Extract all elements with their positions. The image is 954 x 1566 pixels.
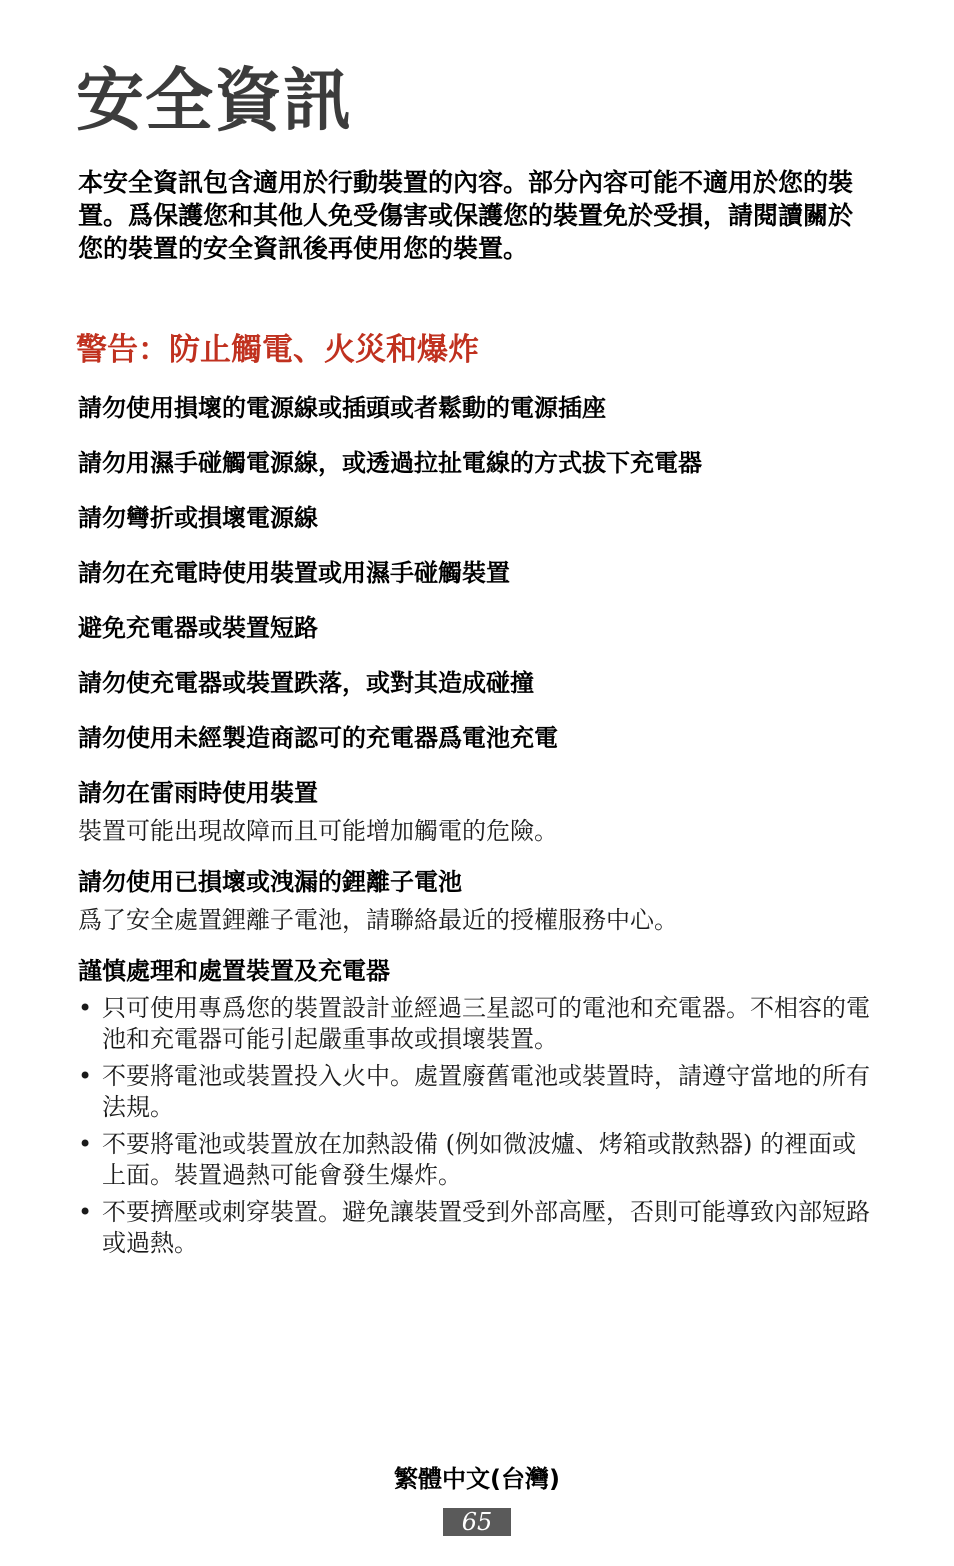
bullet-symbol: • [78, 994, 93, 1022]
list-item-text: 不要將電池或裝置放在加熱設備 (例如微波爐、烤箱或散熱器) 的裡面或上面。裝置過熱可能會發生爆炸。 [102, 1130, 856, 1189]
list-item-text: 不要將電池或裝置投入火中。處置廢舊電池或裝置時，請遵守當地的所有法規。 [102, 1062, 870, 1121]
item-heading-short-circuit: 避免充電器或裝置短路 [78, 614, 318, 642]
item-desc-thunderstorm: 裝置可能出現故障而且可能增加觸電的危險。 [78, 817, 558, 845]
bullet-list [78, 993, 876, 1259]
list-item-text: 不要擠壓或刺穿裝置。避免讓裝置受到外部高壓，否則可能導致內部短路或過熱。 [102, 1198, 870, 1257]
item-heading-charging-use: 請勿在充電時使用裝置或用濕手碰觸裝置 [78, 559, 510, 587]
bullet-symbol: • [78, 1130, 93, 1158]
warning-heading: 警告：防止觸電、火災和爆炸 [76, 332, 479, 368]
item-heading-wet-hands-cord: 請勿用濕手碰觸電源線，或透過拉扯電線的方式拔下充電器 [78, 449, 702, 477]
item-desc-leaking-battery: 爲了安全處置鋰離子電池，請聯絡最近的授權服務中心。 [78, 906, 678, 934]
page-title: 安全資訊 [76, 62, 353, 141]
item-heading-leaking-battery: 請勿使用已損壞或洩漏的鋰離子電池 [78, 868, 462, 896]
list-item [78, 1197, 876, 1259]
item-heading-unapproved-charger: 請勿使用未經製造商認可的充電器爲電池充電 [78, 724, 558, 752]
list-item-text: 只可使用專爲您的裝置設計並經過三星認可的電池和充電器。不相容的電池和充電器可能引起嚴重事故或損壞裝置。 [102, 994, 870, 1053]
list-item [78, 993, 876, 1055]
list-item [78, 1061, 876, 1123]
item-heading-drop-impact: 請勿使充電器或裝置跌落，或對其造成碰撞 [78, 669, 534, 697]
item-heading-thunderstorm: 請勿在雷雨時使用裝置 [78, 779, 318, 807]
page-number: 65 [443, 1508, 511, 1536]
item-heading-bend-cord: 請勿彎折或損壞電源線 [78, 504, 318, 532]
safety-items [78, 392, 878, 1265]
intro-paragraph: 本安全資訊包含適用於行動裝置的內容。部分內容可能不適用於您的裝置。爲保護您和其他人免受傷害或保護您的裝置免於受損，請閱讀關於您的裝置的安全資訊後再使用您的裝置。 [78, 168, 854, 263]
bullet-symbol: • [78, 1062, 93, 1090]
item-heading-handle-dispose: 謹慎處理和處置裝置及充電器 [78, 957, 390, 985]
bullet-symbol: • [78, 1198, 93, 1226]
footer-language: 繁體中文(台灣) [394, 1465, 560, 1493]
item-heading-damaged-cord: 請勿使用損壞的電源線或插頭或者鬆動的電源插座 [78, 394, 606, 422]
list-item [78, 1129, 876, 1191]
